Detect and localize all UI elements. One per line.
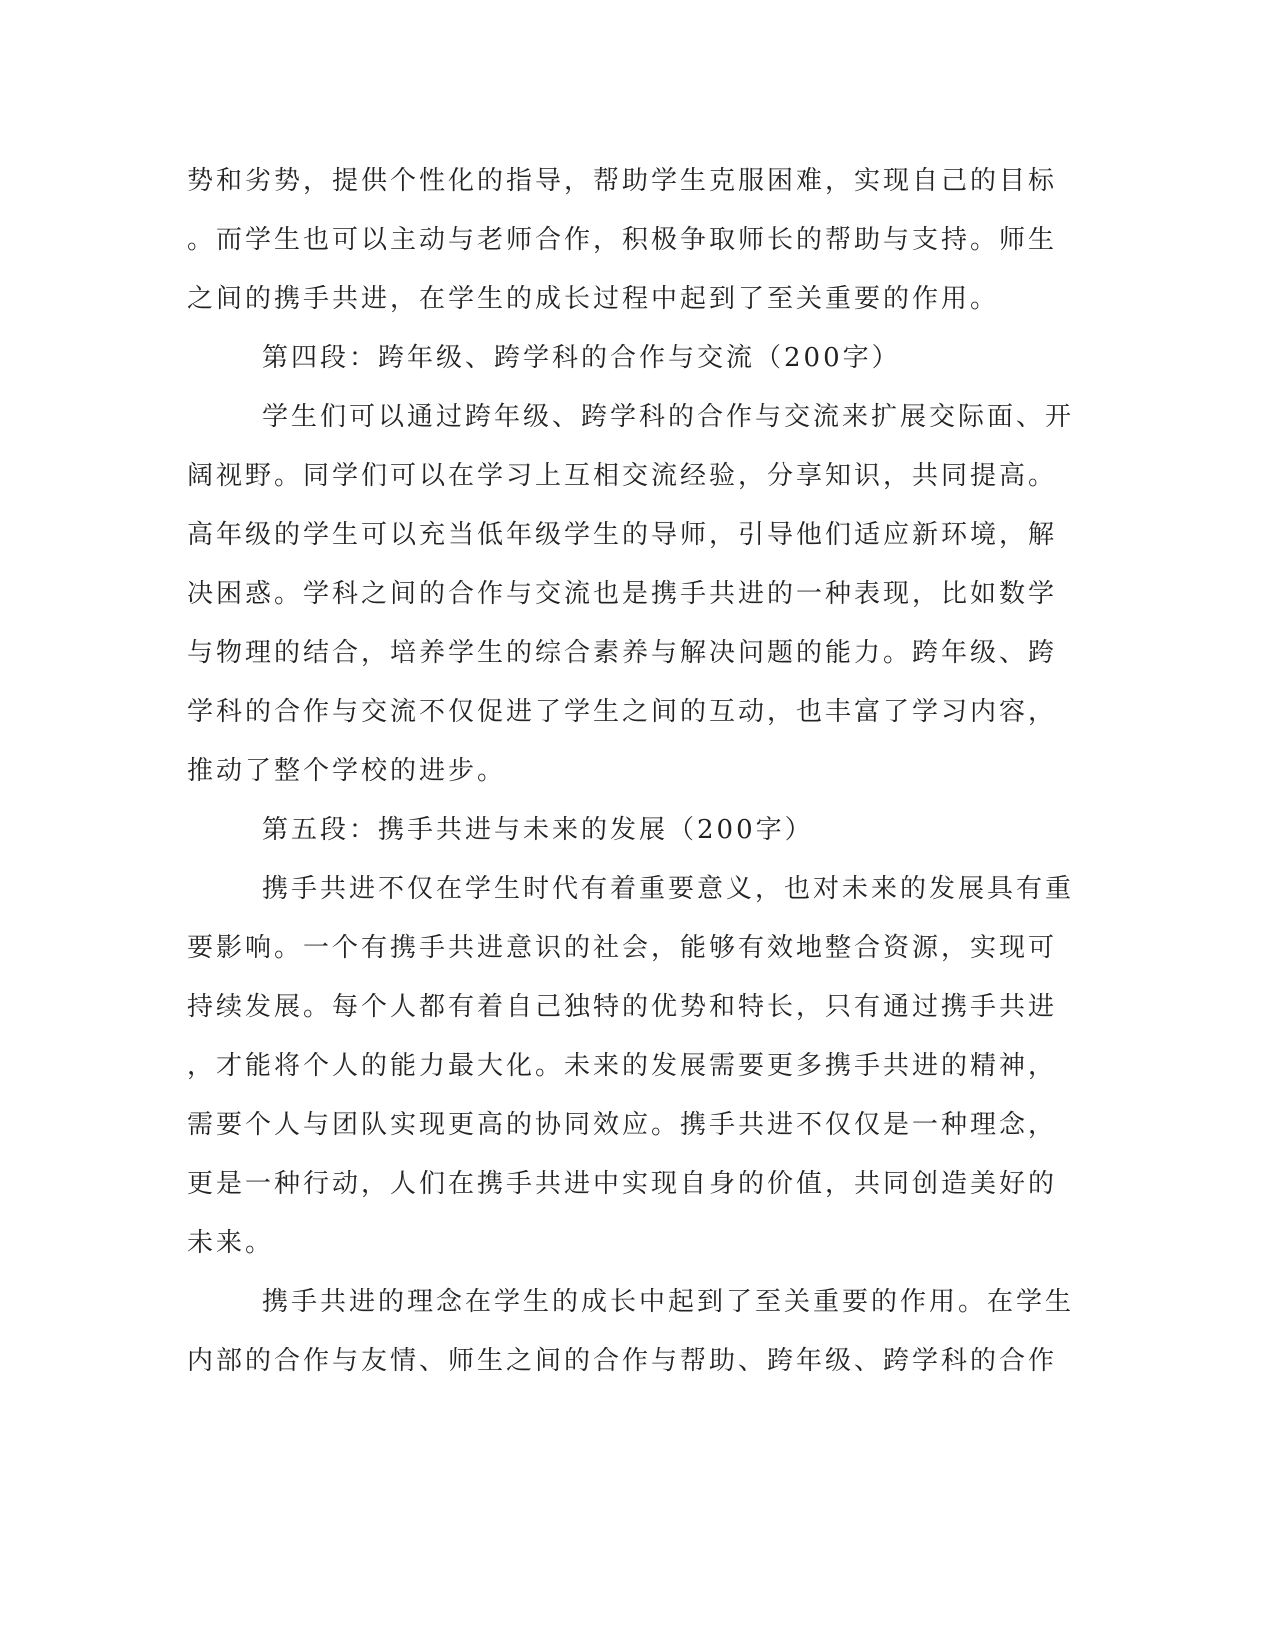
text-line: 决困惑。学科之间的合作与交流也是携手共进的一种表现，比如数学 [187,579,1058,609]
text-line: ，才能将个人的能力最大化。未来的发展需要更多携手共进的精神， [187,1051,1058,1081]
text-line: 之间的携手共进，在学生的成长过程中起到了至关重要的作用。 [187,284,1000,314]
text-line: 持续发展。每个人都有着自己独特的优势和特长，只有通过携手共进 [187,992,1058,1022]
text-line: 携手共进的理念在学生的成长中起到了至关重要的作用。在学生 [262,1287,1075,1317]
text-line: 高年级的学生可以充当低年级学生的导师，引导他们适应新环境，解 [187,520,1058,550]
text-line: 携手共进不仅在学生时代有着重要意义，也对未来的发展具有重 [262,874,1075,904]
text-line: 势和劣势，提供个性化的指导，帮助学生克服困难，实现自己的目标 [187,166,1058,196]
text-line: 要影响。一个有携手共进意识的社会，能够有效地整合资源，实现可 [187,933,1058,963]
text-line: 与物理的结合，培养学生的综合素养与解决问题的能力。跨年级、跨 [187,638,1058,668]
text-line: 学生们可以通过跨年级、跨学科的合作与交流来扩展交际面、开 [262,402,1075,432]
text-line: 内部的合作与友情、师生之间的合作与帮助、跨年级、跨学科的合作 [187,1346,1058,1376]
text-line: 更是一种行动，人们在携手共进中实现自身的价值，共同创造美好的 [187,1169,1058,1199]
section-heading-4: 第四段：跨年级、跨学科的合作与交流（200字） [262,343,901,373]
text-line: 未来。 [187,1228,275,1258]
text-line: 学科的合作与交流不仅促进了学生之间的互动，也丰富了学习内容， [187,697,1058,727]
text-line: 。而学生也可以主动与老师合作，积极争取师长的帮助与支持。师生 [187,225,1058,255]
text-line: 推动了整个学校的进步。 [187,756,507,786]
section-heading-5: 第五段：携手共进与未来的发展（200字） [262,815,814,845]
text-line: 阔视野。同学们可以在学习上互相交流经验，分享知识，共同提高。 [187,461,1058,491]
text-line: 需要个人与团队实现更高的协同效应。携手共进不仅仅是一种理念， [187,1110,1058,1140]
